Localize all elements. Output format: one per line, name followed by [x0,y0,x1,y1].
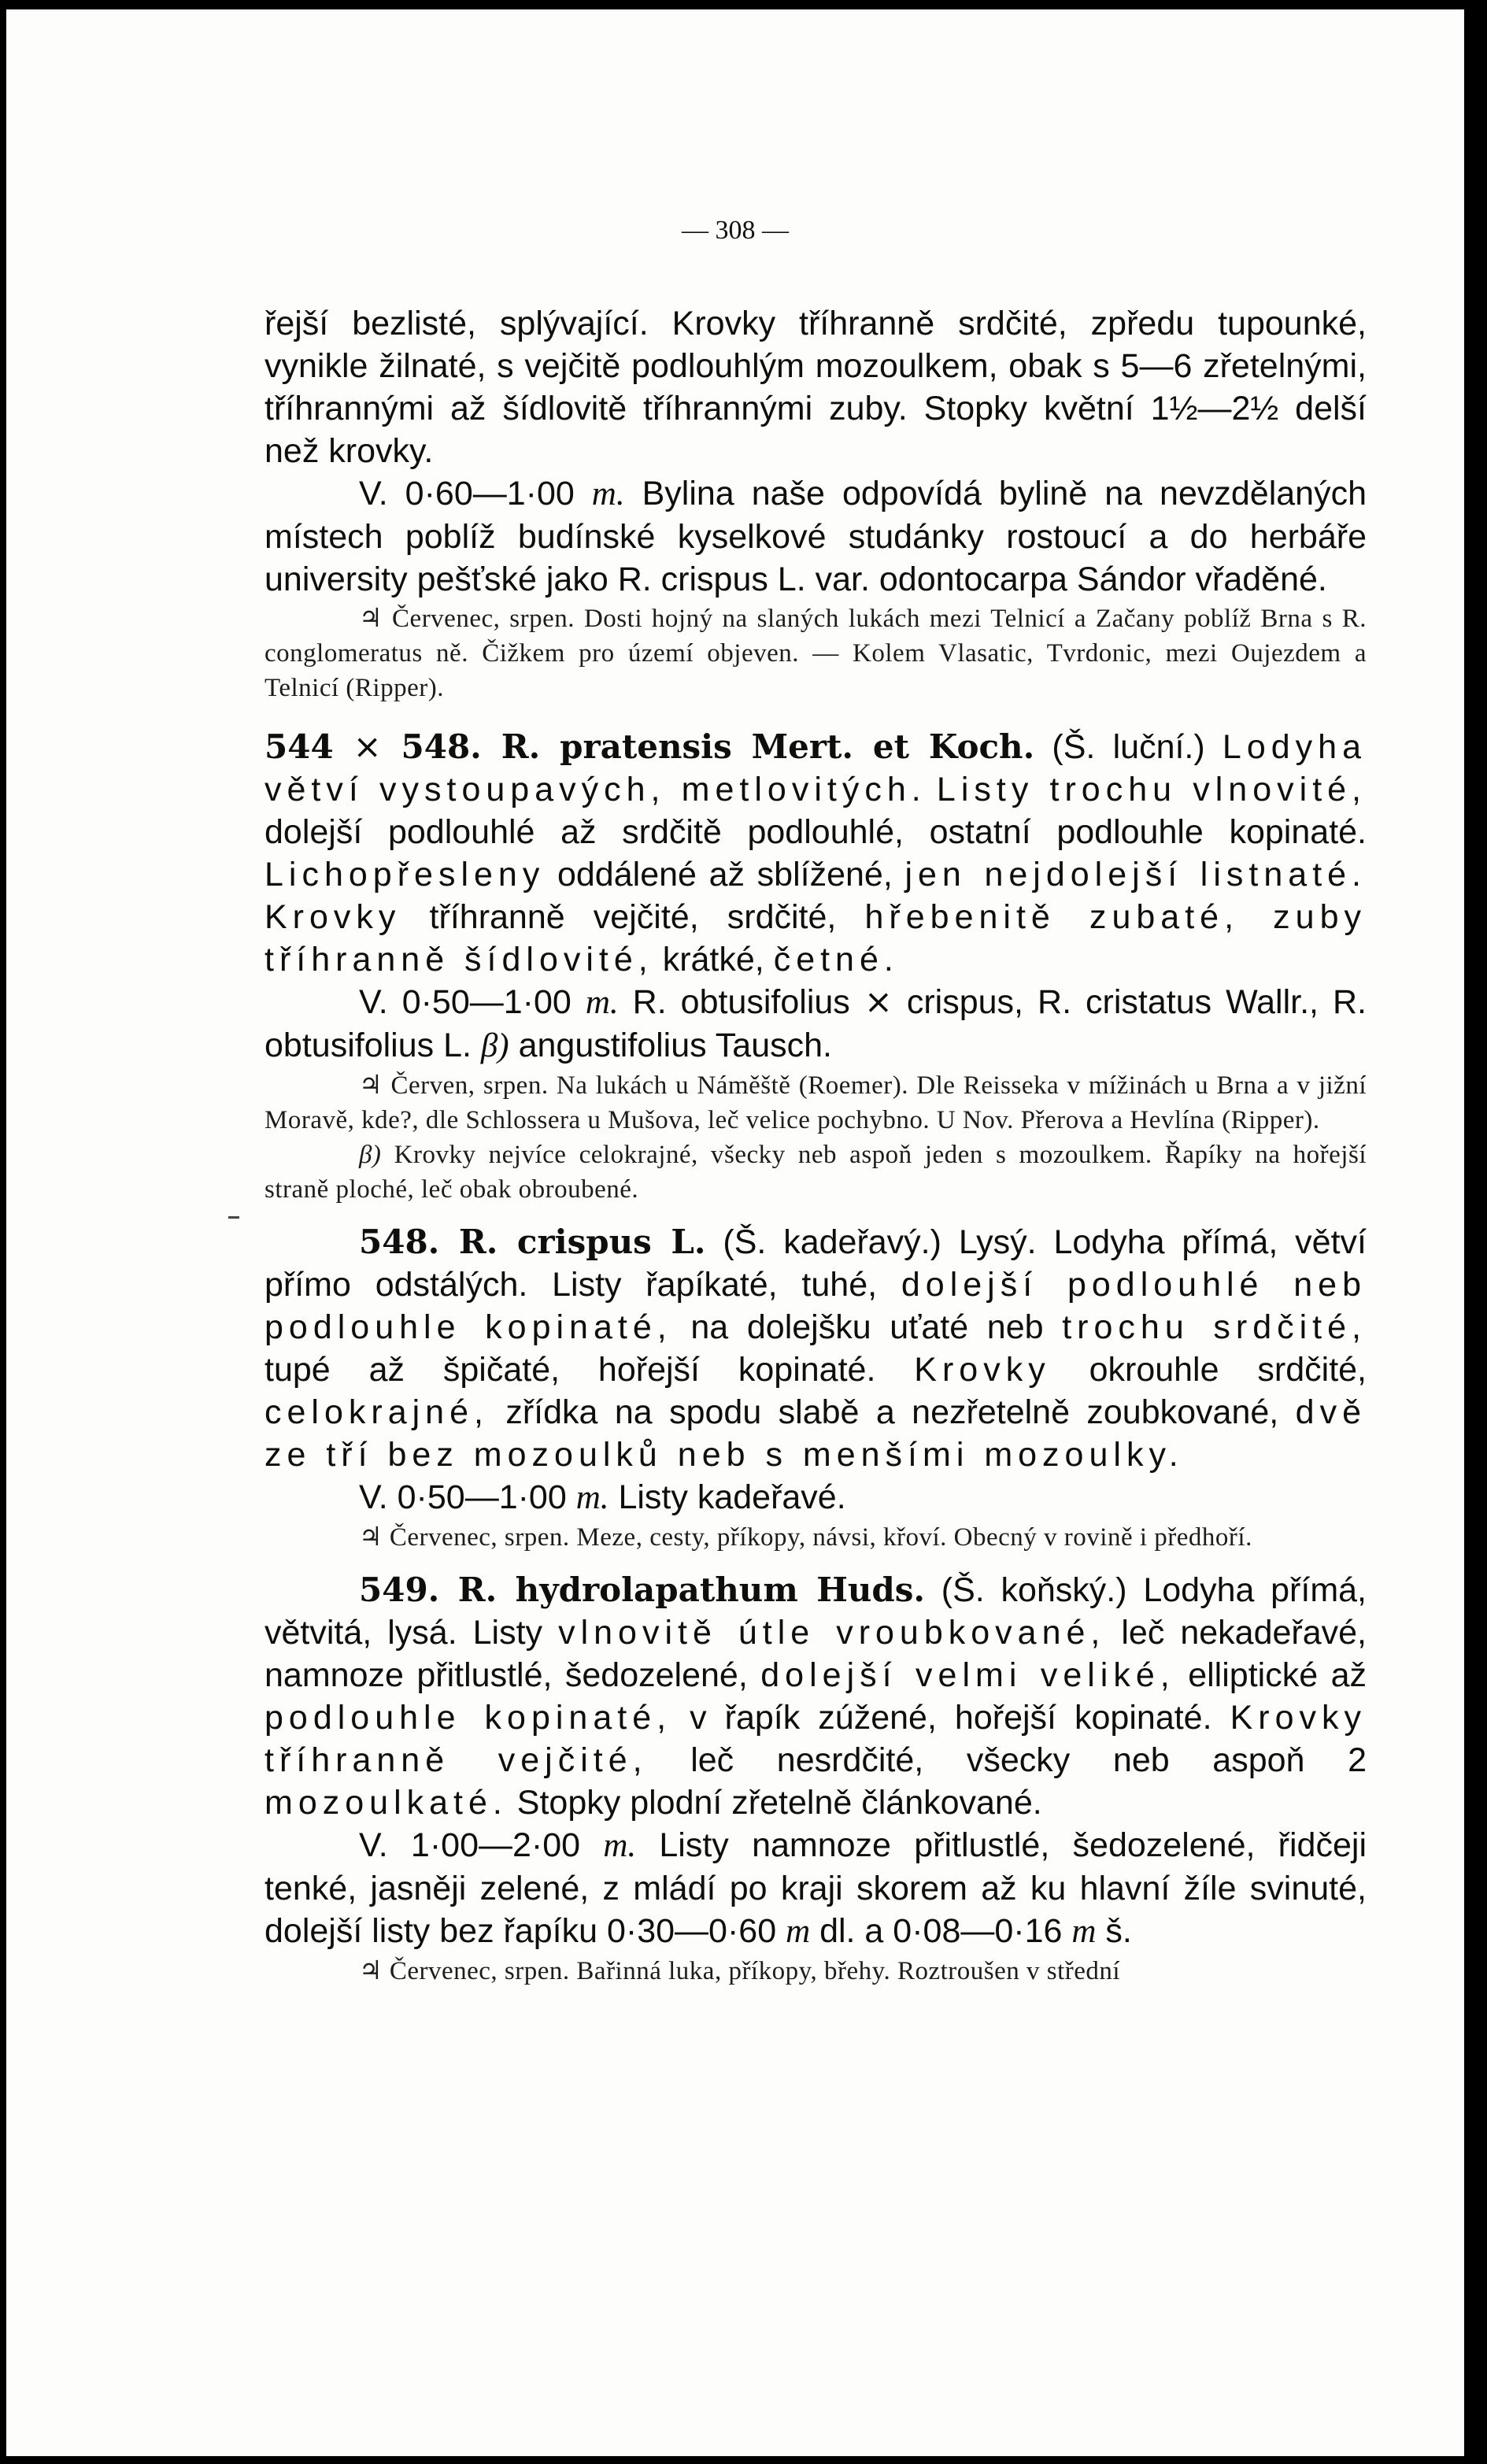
text-run: jen nejdolejší listnaté. [904,856,1367,893]
text-run: Bylina naše odpovídá bylině na nevzdělaných místech poblíž budínské kyselkové studánky rostoucí a do herbáře university pešťské jako R. crispus L. var. odontocarpa Sándor vřaděné. [264,475,1367,598]
paragraph [264,1953,1367,1989]
page-text [264,302,1367,1989]
text-run: (Š. kadeřavý.) Lysý. Lodyha přímá, větví přímo odstálých. Listy řapíkaté, tuhé, [264,1223,1367,1304]
text-run: m. [585,984,619,1021]
text-run: m [1071,1913,1097,1950]
text-run: dolejší podlouhlé až srdčitě podlouhlé, ostatní podlouhle kopinaté. [264,813,1367,851]
text-run: crispus, R. cristatus Wallr., R. obtusifolius L. [264,983,1367,1064]
text-run: v řapík zúžené, hořejší kopinaté. [671,1699,1230,1737]
text-run: V. 0·60—1·00 [359,475,592,512]
text-run: leč nekadeřavé, namnoze přitlustlé, šedozelené, [264,1614,1367,1694]
text-run: m. [575,1479,609,1516]
paragraph [264,1221,1367,1476]
text-run: angustifolius Tausch. [509,1027,832,1064]
symbol: ♃ [359,602,383,633]
text-run: (Š. koňský.) Lodyha přímá, větvitá, lysá. Listy [264,1571,1367,1652]
text-run: řejší bezlisté, splývající. Krovky tříhranně srdčité, zpředu tupounké, vynikle žilnaté, s vejčitě podlouhlým mozoulkem, obak s 5—6 zřetelnými, tříhrannými až šídlovitě tříhrannými zuby. Stopky květní 1½—2½ delší než krovky. [264,305,1367,470]
symbol: ♃ [359,1069,383,1100]
text-run: leč nesrdčité, všecky neb aspoň 2 [647,1741,1367,1779]
paragraph [264,601,1367,705]
text-run: Červenec, srpen. Meze, cesty, příkopy, návsi, křoví. Obecný v rovině i předhoří. [383,1523,1252,1552]
text-run: na dolejšku uťaté neb [671,1308,1063,1346]
text-run: celokrajné, [264,1393,489,1431]
paragraph [264,302,1367,472]
text-run: Červenec, srpen. Bařinná luka, příkopy, břehy. Roztroušen v střední [383,1957,1121,1985]
paragraph [264,1519,1367,1555]
paragraph [264,1476,1367,1519]
paragraph [264,472,1367,601]
paragraph [264,1569,1367,1824]
text-run: okrouhle srdčité, [1050,1351,1367,1389]
text-run: Listy trochu vlnovité, [936,771,1367,808]
text-run: β) [480,1027,509,1064]
text-run: dl. a 0·08—0·16 [810,1912,1072,1950]
symbol: ♃ [359,1955,383,1985]
text-run: (Š. luční.) [1034,728,1223,766]
text-run: hřebenitě zubaté, zuby tříhranně šídlovité, [264,898,1367,979]
text-run: m. [603,1827,637,1864]
paragraph [264,981,1367,1067]
text-run: Krovky tříhranně vejčité, [264,1699,1367,1779]
text-run: m. [591,475,625,512]
text-run: dolejší velmi veliké, [760,1656,1175,1694]
text-run: Lodyha větví vystoupavých, metlovitých. [264,728,1367,808]
symbol: ♃ [359,1521,383,1552]
text-run: zřídka na spodu slabě a nezřetelně zoubkované, [488,1393,1296,1431]
text-run: tupé až špičaté, hořejší kopinaté. [264,1351,915,1389]
text-run: podlouhle kopinaté, [264,1699,672,1737]
text-run: Listy kadeřavé. [608,1478,846,1516]
text-run: š. [1096,1912,1132,1950]
text-run: oddálené až sblížené, [545,856,905,893]
paragraph [264,726,1367,981]
text-run: V. 1·00—2·00 [359,1826,604,1864]
text-run: Krovky nejvíce celokrajné, všecky neb aspoň jeden s mozoulkem. Řapíky na hořejší straně ploché, leč obak obroubené. [264,1141,1367,1204]
text-run: V. 0·50—1·00 [359,983,586,1021]
book-page [6,9,1464,2456]
text-run: četné. [773,941,899,979]
species-heading: 548. R. pratensis Mert. et Koch. [381,727,1035,766]
text-run [927,771,937,808]
text-run: tříhranně vejčité, srdčité, [401,898,865,936]
species-heading: 549. R. hydrolapathum Huds. [359,1571,926,1609]
text-run: trochu srdčité, [1062,1308,1367,1346]
paragraph [264,1824,1367,1953]
species-heading: 544 [264,727,353,766]
text-run: Listy namnoze přitlustlé, šedozelené, řidčeji tenké, jasněji zelené, z mládí po kraji skorem až ku hlavní žíle svinuté, dolejší listy bez řapíku 0·30—0·60 [264,1826,1367,1950]
symbol: × [353,727,382,767]
species-heading: 548. R. crispus L. [359,1223,706,1261]
text-run: dvě ze tří bez mozoulků neb s menšími mozoulky. [264,1393,1367,1474]
text-run: krátké, [653,941,774,979]
text-run: Červen, srpen. Na lukách u Náměště (Roemer). Dle Reisseka v mížinách u Brna a v jižní Moravě, kde?, dle Schlossera u Mušova, leč velice pochybno. U Nov. Přerova a Hevlína (Ripper). [264,1071,1367,1134]
text-run: dolejší podlouhlé neb podlouhle kopinaté, [264,1266,1367,1346]
page-number: — 308 — [682,216,789,245]
text-run: R. obtusifolius [618,983,864,1021]
symbol: × [864,982,893,1022]
text-run: Stopky plodní zřetelně článkované. [507,1784,1042,1822]
text-run: Červenec, srpen. Dosti hojný na slaných lukách mezi Telnicí a Začany poblíž Brna s R. conglomeratus ně. Čižkem pro území objeven. — Kolem Vlasatic, Tvrdonic, mezi Oujezdem a Telnicí (Ripper). [264,605,1367,702]
text-run: β) [359,1141,382,1169]
text-run: vlnovitě útle vroubkované, [558,1614,1106,1652]
text-run: Krovky [264,898,401,936]
paragraph [264,1138,1367,1207]
text-run: elliptické až [1174,1656,1367,1694]
text-run: m [786,1913,811,1950]
text-run: mozoulkaté. [264,1784,508,1822]
paragraph [264,1067,1367,1138]
text-run: Lichopřesleny [264,856,546,893]
text-run: Krovky [914,1351,1051,1389]
text-run: V. 0·50—1·00 [359,1478,576,1516]
margin-mark [228,1216,239,1219]
